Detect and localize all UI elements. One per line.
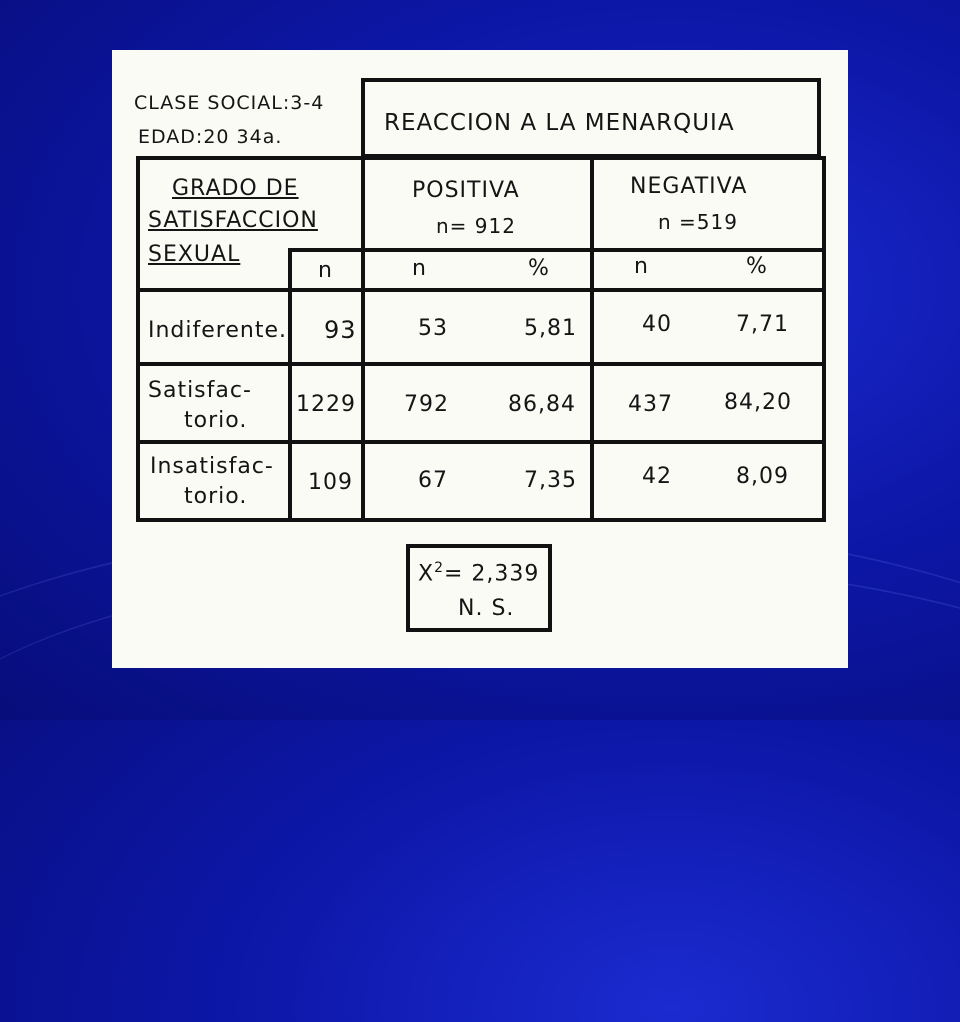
cell-total: 93	[324, 316, 357, 344]
cell-negative-n: 42	[642, 464, 672, 489]
cell-total: 109	[308, 470, 353, 495]
row-header-line-2: SATISFACCION	[148, 208, 318, 233]
social-class-label: CLASE SOCIAL:3-4	[134, 92, 325, 114]
cell-positive-n: 67	[418, 468, 448, 493]
chi-square-value	[418, 560, 539, 586]
cell-negative-pct: 7,71	[736, 312, 789, 337]
subheader-positive-n: n	[412, 256, 427, 281]
table-rule	[590, 156, 594, 522]
cell-positive-pct: 7,35	[524, 468, 577, 493]
cell-positive-n: 53	[418, 316, 448, 341]
table-rule	[288, 248, 826, 252]
row-label-indiferente: Indiferente.	[148, 318, 287, 343]
cell-positive-pct: 5,81	[524, 316, 577, 341]
row-label-insatisfactorio-1: Insatisfac-	[150, 454, 274, 479]
row-header-line-1: GRADO DE	[172, 176, 299, 201]
subheader-negative-n: n	[634, 254, 649, 279]
age-label: EDAD:20 34a.	[138, 126, 283, 148]
cell-positive-pct: 86,84	[508, 392, 576, 417]
cell-negative-n: 40	[642, 312, 672, 337]
negative-group-n: n =519	[658, 210, 738, 234]
subheader-positive-pct: %	[528, 256, 550, 281]
table-title: REACCION A LA MENARQUIA	[384, 110, 735, 136]
positive-group-label: POSITIVA	[412, 178, 520, 203]
row-label-satisfactorio-2: torio.	[184, 408, 248, 433]
table-rule	[361, 156, 365, 522]
subheader-total-n: n	[318, 258, 333, 283]
table-rule	[136, 440, 826, 444]
chi-exponent: 2	[434, 560, 444, 576]
scanned-table-page	[112, 50, 848, 668]
significance-label: N. S.	[458, 596, 515, 621]
table-rule	[288, 248, 292, 522]
cell-negative-pct: 84,20	[724, 390, 792, 415]
row-header-line-3: SEXUAL	[148, 242, 241, 267]
cell-negative-n: 437	[628, 392, 673, 417]
positive-group-n: n= 912	[436, 214, 516, 238]
chi-number: = 2,339	[444, 561, 540, 587]
cell-positive-n: 792	[404, 392, 449, 417]
chi-symbol: X	[418, 561, 435, 587]
row-label-satisfactorio-1: Satisfac-	[148, 378, 252, 403]
row-label-insatisfactorio-2: torio.	[184, 484, 248, 509]
negative-group-label: NEGATIVA	[630, 174, 748, 199]
subheader-negative-pct: %	[746, 254, 768, 279]
cell-total: 1229	[296, 392, 356, 417]
table-rule	[136, 288, 826, 292]
table-rule	[136, 362, 826, 366]
cell-negative-pct: 8,09	[736, 464, 789, 489]
